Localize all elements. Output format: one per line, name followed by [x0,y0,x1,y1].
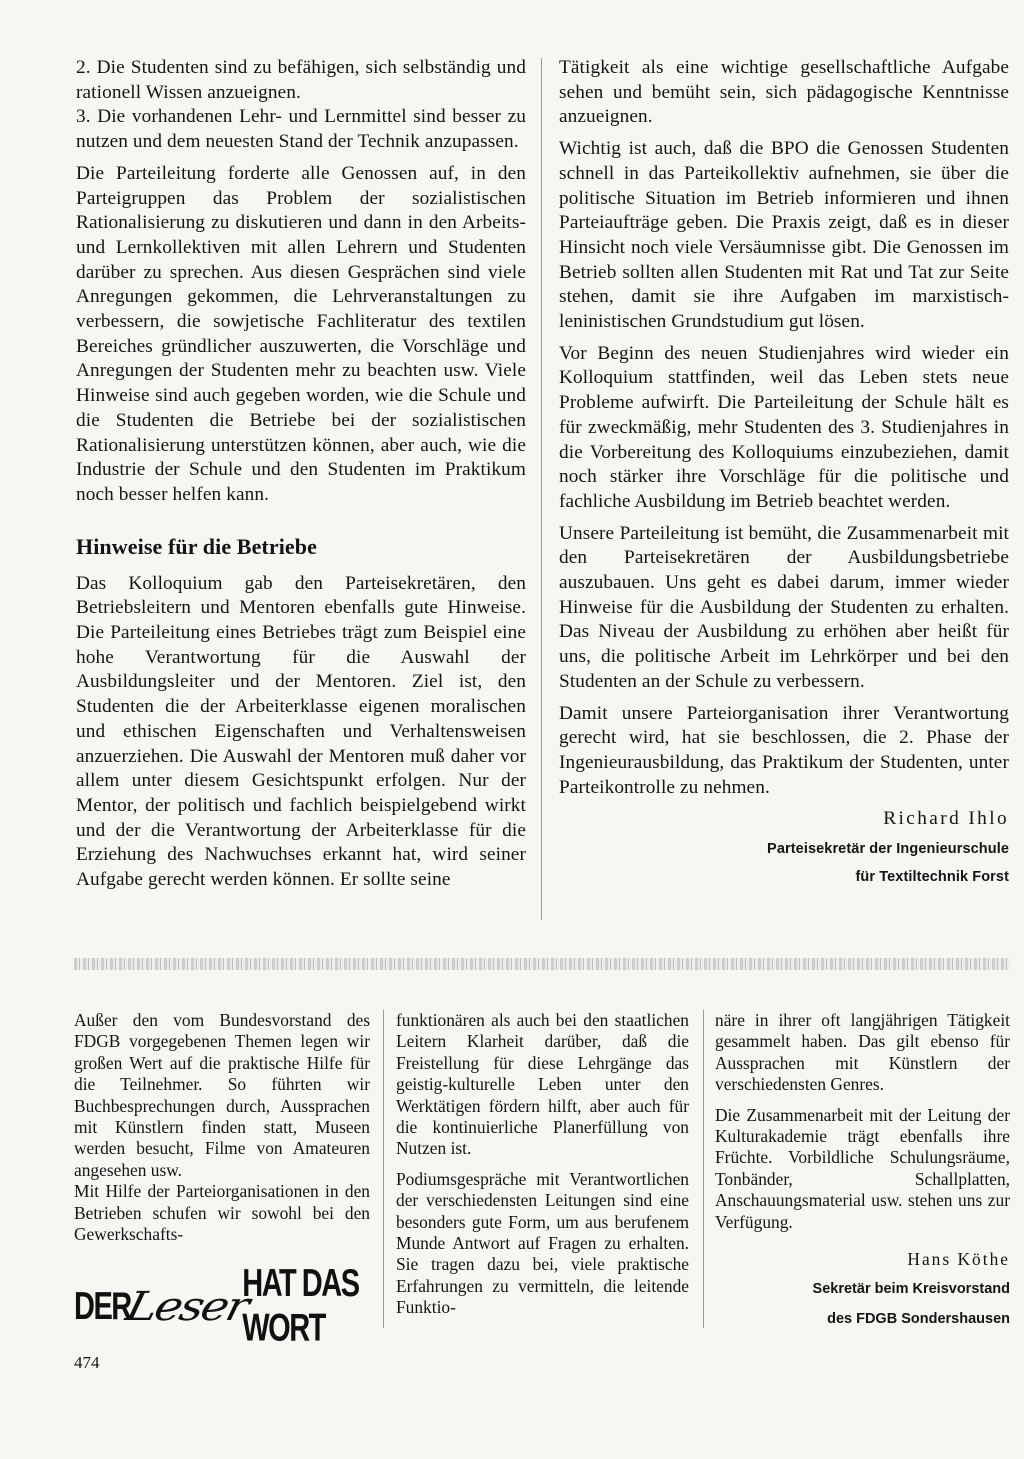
paragraph: näre in ihrer oft langjährigen Tätigkeit gesammelt haben. Das gilt ebenso für Aussprachen mit Künstlern der verschiedensten Genres. [715,1010,1010,1095]
paragraph: Vor Beginn des neuen Studienjahres wird wieder ein Kolloquium stattfinden, weil das Leben stets neue Probleme aufwirft. Die Parteileitung der Schule hält es für zweckmäßig, mehr Studenten des 3. Studienjahres in die Vorbereitung des Kolloquiums einzubeziehen, damit noch stärker ihre Vorschläge für die politische und fachliche Ausbildung im Betrieb beachtet werden. [559,342,1009,512]
rubric-banner [74,1262,364,1351]
lower-column-2 [396,1010,689,1319]
column-rule [703,1010,704,1328]
banner-text-hat-das-wort: HAT DAS WORT [242,1262,359,1351]
paragraph: funktionären als auch bei den staatlichen Leitern Klarheit darüber, daß die Freistellung für diese Lehrgänge das geistig-kulturelle Leben unter den Werktätigen fördern hilft, aber auch für die kontinuierliche Planerfüllung von Nutzen ist. [396,1010,689,1159]
paragraph: Damit unsere Parteiorganisation ihrer Verantwortung gerecht wird, hat sie beschlossen, die 2. Phase der Ingenieurausbildung, das Praktikum der Studenten, unter Parteikontrolle zu nehmen. [559,702,1009,798]
section-heading: Hinweise für die Betriebe [76,533,317,559]
author-name: Hans Köthe [907,1249,1010,1270]
paragraph: Das Kolloquium gab den Parteisekretären, den Betriebsleitern und Mentoren ebenfalls gute Hinweise. Die Parteileitung eines Betriebes trägt zum Beispiel eine hohe Verantwortung für die Auswahl der Ausbildungsleiter und der Mentoren. Ziel ist, den Studenten die der Arbeiterklasse eigenen moralischen und ethischen Eigenschaften und Verhaltensweisen anzuerziehen. Die Auswahl der Mentoren muß daher vor allem unter diesem Gesichtspunkt erfolgen. Nur der Mentor, der politisch und fachlich beispielgebend wirkt und der die Verantwortung der Arbeiterklasse für die Erziehung des Nachwuchses erkannt hat, wird seiner Aufgabe gerecht werden können. Er sollte seine [76,572,526,891]
author-affiliation: für Textiltechnik Forst [855,869,1009,886]
paragraph: Die Parteileitung forderte alle Genossen auf, in den Parteigruppen das Problem der sozialistischen Rationalisierung zu diskutieren und dann in den Arbeits- und Lernkollektiven mit allen Lehrern und Studenten darüber zu sprechen. Aus diesen Gesprächen sind viele Anregungen gekommen, die Lehrveranstaltungen zu verbessern, die sowjetische Fachliteratur des textilen Bereiches gründlicher auszuwerten, die Vorschläge und Anregungen der Studenten mehr zu beachten usw. Viele Hinweise sind auch gegeben worden, wie die Schule und die Studenten die Betriebe bei der sozialistischen Rationalisierung unterstützen können, aber auch, wie die Industrie der Schule und den Studenten im Praktikum noch besser helfen kann. [76,162,526,505]
paragraph: Podiumsgespräche mit Verantwortlichen der verschiedensten Leitungen sind eine besonders gute Form, um aus berufenem Munde Antwort auf Fragen zu erhalten. Sie tragen dazu bei, viele praktische Erfahrungen zu vermitteln, die leitende Funktio- [396,1168,689,1318]
upper-left-column [76,56,526,893]
author-role: Sekretär beim Kreisvorstand [812,1281,1010,1298]
paragraph: Mit Hilfe der Parteiorganisationen in den Betrieben schufen wir sowohl bei den Gewerkschafts- [74,1181,370,1245]
author-role: Parteisekretär der Ingenieurschule [767,841,1009,858]
paragraph: Außer den vom Bundesvorstand des FDGB vorgegebenen Themen legen wir großen Wert auf die praktische Hilfe für die Teilnehmer. So führten wir Buchbesprechungen durch, Aussprachen mit Künstlern finden statt, Museen werden besucht, Filme von Amateuren angesehen usw. [74,1010,370,1180]
lower-column-3 [715,1010,1010,1330]
banner-script-leser: Leser [121,1284,252,1330]
paragraph: Unsere Parteileitung ist bemüht, die Zusammenarbeit mit den Parteisekretären der Ausbildungsbetriebe auszubauen. Uns geht es dabei darum, immer wieder Hinweise für die Ausbildung der Studenten zu erhalten. Das Niveau der Ausbildung zu erhöhen aber heißt für uns, die politische Arbeit im Lehrkörper und bei den Studenten an der Schule zu verbessern. [559,522,1009,692]
column-rule [541,58,542,920]
list-item-3: 3. Die vorhandenen Lehr- und Lernmittel sind besser zu nutzen und dem neuesten Stand der Technik anzupassen. [76,106,526,153]
paragraph: Tätigkeit als eine wichtige gesellschaftliche Aufgabe sehen und bemüht sein, sich pädagogische Kenntnisse anzueignen. [559,57,1009,128]
page-number: 474 [74,1353,100,1372]
paragraph: Die Zusammenarbeit mit der Leitung der Kulturakademie trägt ebenfalls ihre Früchte. Vorbildliche Schulungsräume, Tonbänder, Schallplatten, Anschauungsmaterial usw. stehen uns zur Verfügung. [715,1104,1010,1232]
author-affiliation: des FDGB Sondershausen [827,1311,1010,1328]
paragraph: Wichtig ist auch, daß die BPO die Genossen Studenten schnell in das Parteikollektiv aufnehmen, sie über die politische Situation im Betrieb informieren und ihnen Parteiaufträge geben. Die Praxis zeigt, daß es in dieser Hinsicht noch viele Versäumnisse gibt. Die Genossen im Betrieb sollten allen Studenten mit Rat und Tat zur Seite stehen, damit sie ihre Aufgaben im marxistisch-leninistischen Grundstudium gut lösen. [559,138,1009,333]
list-item-2: 2. Die Studenten sind zu befähigen, sich selbständig und rationell Wissen anzueignen. [76,57,526,103]
column-rule [383,1010,384,1328]
author-name: Richard Ihlo [883,808,1009,830]
upper-right-column [559,56,1009,888]
lower-column-1 [74,1010,370,1245]
banner-text-der: DER [74,1284,131,1328]
section-divider [74,958,1010,970]
